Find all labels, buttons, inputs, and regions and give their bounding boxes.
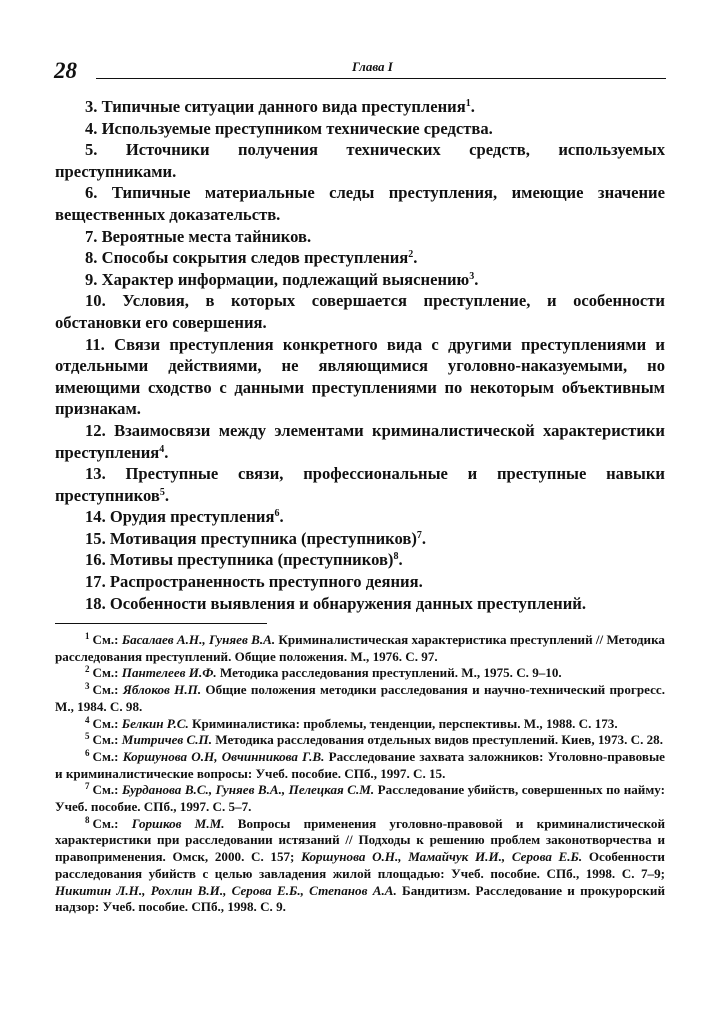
footnote-author: Никитин Л.Н., Рохлин В.И., Серова Е.Б., Степанов А.А. (55, 882, 397, 898)
list-item: 16. Мотивы преступника (преступников)$^8$. (85, 550, 403, 570)
list-item: 9. Характер информации, подлежащий выяснению$^3$. (85, 269, 479, 289)
footnote-number: 3 (85, 681, 90, 692)
list-item: 3. Типичные ситуации данного вида преступления$^1$. (85, 97, 475, 116)
footnote-ref: 6 (274, 508, 280, 520)
list-item: 17. Распространенность преступного деяния. (85, 572, 423, 592)
list-item: 15. Мотивация преступника (преступников)$^7$. (85, 528, 427, 548)
list-item: 13. Преступные связи, профессиональные и преступные навыки преступников$^5$. (55, 464, 665, 505)
footnote-text: Расследование убийств, совершенных по найму: Учеб. пособие. СПб., 1997. С. 5–7. (55, 782, 665, 815)
footnote-ref: 1 (465, 98, 471, 109)
footnote-ref: 2 (408, 249, 414, 261)
footnote-author: Бурданова В.С., Гуняев В.А., Пелецкая С.М. (122, 782, 375, 798)
footnote-number: 2 (85, 664, 90, 675)
footnote-text: Общие положения методики расследования и научно-технический прогресс. М., 1984. С. 98. (55, 682, 665, 714)
list-item: 6. Типичные материальные следы преступления, имеющие значение вещественных доказательств. (55, 183, 665, 224)
list-item: 4. Используемые преступником технические средства. (85, 118, 493, 138)
list-item: 10. Условия, в которых совершается преступление, и особенности обстановки его совершения. (55, 291, 665, 332)
list-item: 8. Способы сокрытия следов преступления$^2$. (85, 248, 418, 268)
footnote-ref: 4 (159, 443, 165, 455)
footnote-ref: 3 (469, 270, 475, 282)
footnote-number: 1 (85, 631, 90, 641)
footnote-text: См.: (92, 732, 122, 748)
footnote-author: Яблоков Н.П. (122, 682, 202, 698)
footnote-text: Расследование захвата заложников: Уголовно-правовые и криминалистические вопросы: Учеб. пособие. СПб., 1997. С. 15. (55, 748, 665, 781)
footnote (55, 782, 665, 815)
footnote (55, 732, 665, 749)
header-rule (96, 78, 666, 79)
footnote-text: Криминалистическая характеристика преступлений // Методика расследования преступлений. Общие положения. М., 1976. С. 97. (55, 632, 665, 664)
footnote-number: 4 (85, 714, 90, 725)
page-number: 28 (54, 58, 77, 83)
footnote-text: См.: (92, 715, 122, 731)
footnote-text: См.: (92, 682, 123, 698)
footnote-text: См.: (92, 748, 123, 764)
footnote-text: Криминалистика: проблемы, тенденции, перспективы. М., 1988. С. 173. (188, 715, 618, 731)
footnote-text: См.: (92, 815, 132, 831)
list-item: 18. Особенности выявления и обнаружения данных преступлений. (85, 593, 587, 613)
chapter-title: Глава I (352, 59, 393, 74)
list-item: 7. Вероятные места тайников. (85, 226, 312, 246)
footnote-author: Горшков М.М. (131, 815, 225, 831)
footnotes (55, 632, 665, 916)
footnote (55, 749, 665, 782)
footnote-ref: 5 (159, 486, 165, 498)
footnote-author: Басалаев А.Н., Гуняев В.А. (121, 632, 276, 647)
footnote-ref: 7 (416, 529, 422, 541)
footnote-text: См.: (92, 782, 122, 798)
footnote-text: Методика расследования отдельных видов преступлений. Киев, 1973. С. 28. (212, 732, 663, 748)
footnote (55, 665, 665, 682)
footnote-text: См.: (92, 632, 122, 647)
footnote-text: Методика расследования преступлений. М., 1975. С. 9–10. (216, 665, 562, 681)
footnote-number: 8 (85, 814, 90, 825)
footnote-text: Бандитизм. Расследование и прокурорский надзор: Учеб. пособие. СПб., 1998. С. 9. (55, 882, 665, 915)
footnote (55, 632, 665, 665)
main-text (55, 96, 665, 614)
footnote-number: 5 (85, 731, 90, 742)
footnote-text: См.: (92, 665, 122, 681)
footnote (55, 716, 665, 733)
footnote-ref: 8 (393, 551, 399, 563)
footnote-number: 7 (85, 781, 90, 792)
list-item: 14. Орудия преступления$^6$. (85, 507, 284, 527)
footnote (55, 816, 665, 916)
footnote-number: 6 (85, 747, 90, 758)
list-item: 12. Взаимосвязи между элементами криминалистической характеристики преступления$^4$. (55, 420, 665, 462)
footnote-text: Особенности расследования убийств с целью завладения жилой площадью: Учеб. пособие. СПб., 1998. С. 7–9; (55, 849, 665, 881)
footnote-text: Вопросы применения уголовно-правовой и криминалистической характеристики при расследовании истязаний // Подходы к решению проблем законотворчества и правоприменения. Омск, 2000. С. 157; (55, 815, 665, 865)
footnote-separator (55, 623, 267, 624)
footnote-author: Коршунова О.Н., Мамайчук И.И., Серова Е.Б. (301, 849, 583, 865)
list-item: 11. Связи преступления конкретного вида с другими преступлениями и отдельными действиями, не являющимися уголовно-наказуемыми, но имеющими сходство с данными преступлениями по некоторым объективным признакам. (55, 334, 665, 419)
running-header (54, 58, 666, 88)
footnote-author: Коршунова О.Н, Овчинникова Г.В. (122, 748, 325, 764)
footnote-author: Пантелеев И.Ф. (121, 665, 217, 681)
footnote (55, 682, 665, 715)
footnote-author: Митричев С.П. (121, 732, 213, 748)
list-item: 5. Источники получения технических средств, используемых преступниками. (55, 140, 665, 181)
footnote-author: Белкин Р.С. (121, 715, 189, 731)
